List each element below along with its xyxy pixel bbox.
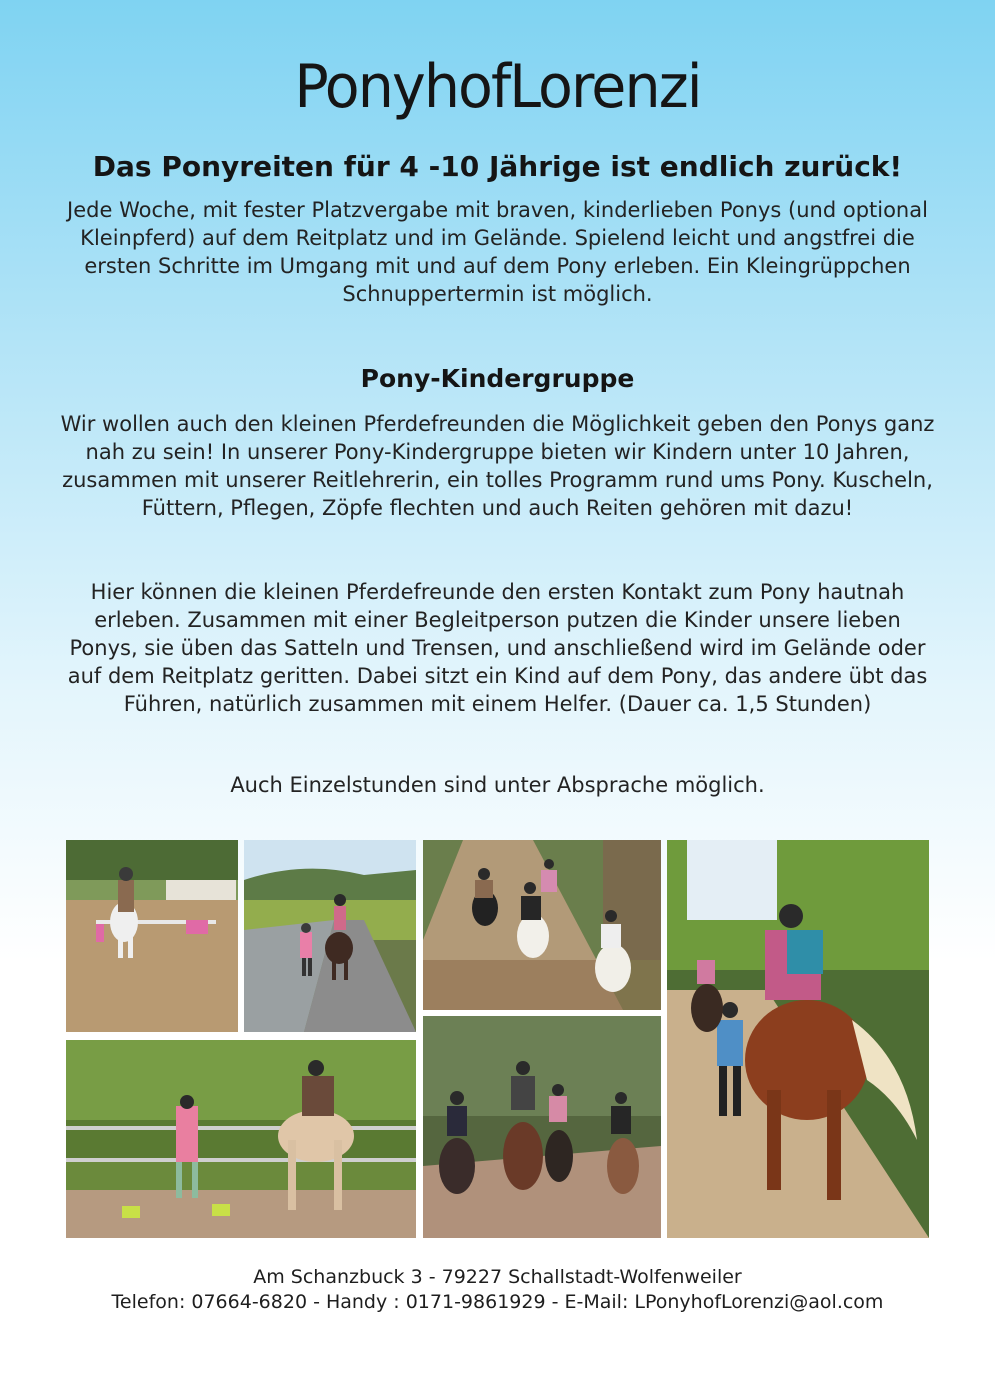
brand-logo: PonyhofLorenzi: [294, 52, 701, 122]
intro-text: Jede Woche, mit fester Platzvergabe mit braven, kinderlieben Ponys (und optional Kleinpferd) auf dem Reitplatz und im Gelände. Spielend leicht und angstfrei die ersten Schritte im Umgang mit und auf dem Pony erleben. Ein Kleingrüppchen Schnuppertermin ist möglich.: [67, 198, 928, 306]
kindergruppe-paragraph-1: Wir wollen auch den kleinen Pferdefreunden die Möglichkeit geben den Ponys ganz nah zu sein! In unserer Pony-Kindergruppe bieten wir Kindern unter 10 Jahren, zusammen mit unserer Reitlehrerin, ein tolles Programm rund ums Pony. Kuscheln, Füttern, Pflegen, Zöpfe flechten und auch Reiten gehören mit dazu!: [60, 412, 935, 520]
kindergruppe-paragraph-3: Auch Einzelstunden sind unter Absprache möglich.: [230, 773, 765, 797]
kindergruppe-paragraph-2: Hier können die kleinen Pferdefreunde den ersten Kontakt zum Pony hautnah erleben. Zusammen mit einer Begleitperson putzen die Kinder unsere lieben Ponys, sie üben das Satteln und Trensen, und anschließend wird im Gelände oder auf dem Reitplatz geritten. Dabei sitzt ein Kind auf dem Pony, das andere übt das Führen, natürlich zusammen mit einem Helfer. (Dauer ca. 1,5 Stunden): [67, 580, 928, 716]
photo-arena-rider: [66, 840, 238, 1032]
footer-address: Am Schanzbuck 3 - 79227 Schallstadt-Wolfenweiler: [253, 1266, 742, 1288]
photo-forest-trail-top: [423, 840, 661, 1010]
photo-leading-practice: [66, 1040, 416, 1238]
kindergruppe-title: Pony-Kindergruppe: [360, 364, 635, 393]
photo-trail-chestnut-horse: [667, 840, 929, 1238]
photo-road-ride: [244, 840, 416, 1032]
photo-group-forest: [423, 1016, 661, 1238]
intro-headline: Das Ponyreiten für 4 -10 Jährige ist endlich zurück!: [92, 150, 903, 183]
footer-contact: Telefon: 07664-6820 - Handy : 0171-9861929 - E-Mail: LPonyhofLorenzi@aol.com: [111, 1291, 884, 1313]
footer: [0, 1265, 995, 1315]
